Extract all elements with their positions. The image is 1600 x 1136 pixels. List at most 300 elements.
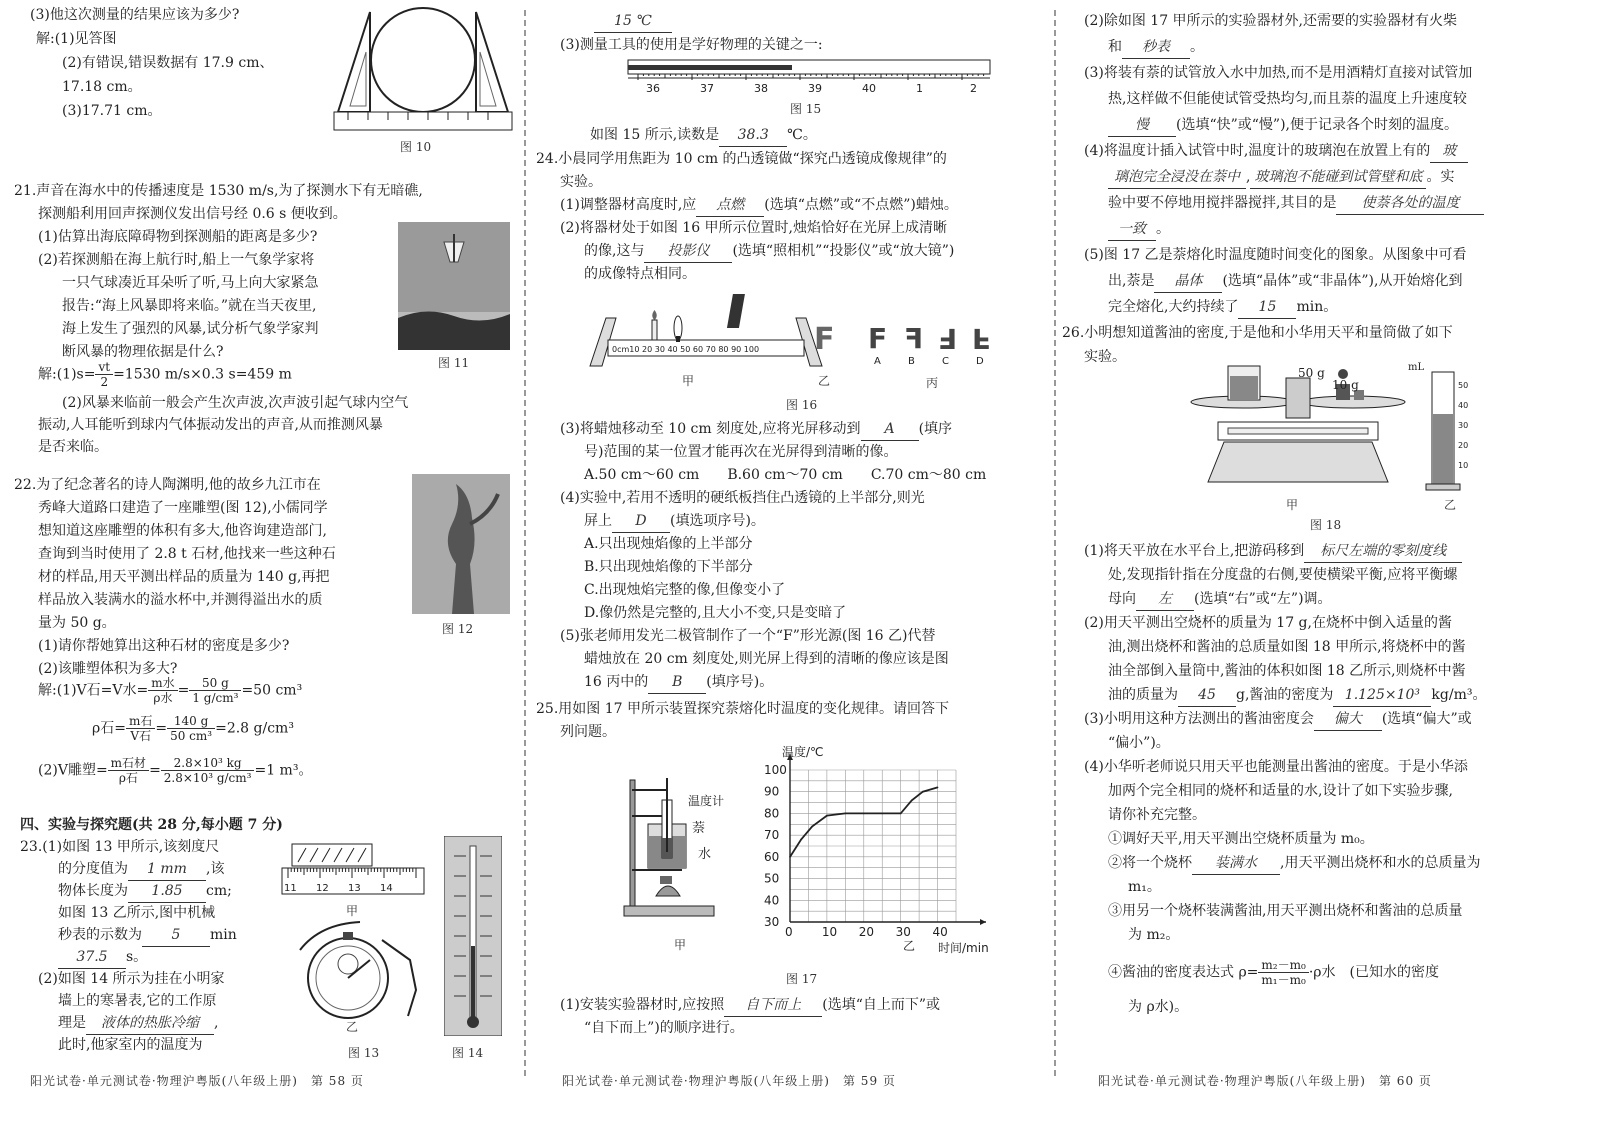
q23-answer-room-temp: 15 ℃ <box>594 10 672 33</box>
q24-line-10: (4)实验中,若用不透明的硬纸板挡住凸透镜的上半部分,则光 <box>560 490 925 506</box>
q26-step-3: ③用另一个烧杯装满酱油,用天平测出烧杯和酱油的总质量 <box>1108 903 1463 919</box>
thermometer-tick-label: 1 <box>916 82 923 95</box>
thermometer-tick-label: 38 <box>754 82 768 95</box>
q22-s1-prefix: 解:(1)V石=V水= <box>38 682 149 699</box>
q25-l13-tail: 。 <box>1156 221 1170 237</box>
q23-l5-tail: min <box>210 927 237 943</box>
q24-l3-text: (1)调整器材高度时,应 <box>560 197 697 213</box>
q23-l2-tail: ,该 <box>206 861 225 877</box>
page-58-footer: 阳光试卷·单元测试卷·物理沪粤版(八年级上册) 第 58 页 <box>30 1074 364 1088</box>
q23-line-6 <box>58 946 147 969</box>
q23-l5-text: 秒表的示数为 <box>58 927 142 943</box>
chart-x-axis-title: 时间/min <box>938 941 989 954</box>
chart-data-point <box>937 787 939 789</box>
q26-l5-tail: (选填“右”或“左”)调。 <box>1194 591 1332 607</box>
figure-10-ball-ruler <box>328 2 518 134</box>
q22-line-8: (1)请你帮她算出这种石材的密度是多少? <box>38 638 290 654</box>
q22-s1-frac1-den: ρ水 <box>153 691 173 705</box>
q22-s1-frac1-num: m水 <box>148 676 177 691</box>
figure-12-caption: 图 12 <box>442 622 474 636</box>
q26-l5-text: 母向 <box>1108 591 1136 607</box>
q21-solution-1 <box>38 360 292 389</box>
q24-line-12: (5)张老师用发光二极管制作了一个“F”形光源(图 16 乙)代替 <box>560 628 936 644</box>
q22-solution-2: ρ石= $\frac{\text{m石}}{\text{V石}}$ = $\frac{140 g}{\text{50 cm³}}$ =2.8 g/cm³ <box>92 714 294 743</box>
figure-17-caption: 图 17 <box>786 972 818 986</box>
figure-17a-label: 甲 <box>674 938 687 952</box>
q22-s3-frac2 <box>161 756 255 785</box>
q22-s1-result: =50 cm³ <box>241 682 303 699</box>
q24-l3-tail: (选填“点燃”或“不点燃”)蜡烛。 <box>764 197 958 213</box>
q25-line-5: (2)除如图 17 甲所示的实验器材外,还需要的实验器材有火柴 <box>1084 13 1457 29</box>
q22-s2-frac1-den: V石 <box>130 729 151 743</box>
q24-line-14 <box>584 671 773 694</box>
image-b-letter: B <box>908 356 915 367</box>
q24-l14-text: 16 丙中的 <box>584 674 649 690</box>
q25-l16-text: 完全熔化,大约持续了 <box>1108 299 1239 315</box>
q24-l5-text: 的像,这与 <box>584 243 645 259</box>
q25-line-6 <box>1108 36 1204 59</box>
q26-expr-numerator: m₂－m₀ <box>1258 958 1308 973</box>
q24-line-9: A.50 cm～60 cm B.60 cm～70 cm C.70 cm～80 cm <box>584 467 987 483</box>
q22-s3-frac2-den: 2.8×10³ g/cm³ <box>163 771 252 785</box>
chart-y-tick-label: 70 <box>764 828 780 843</box>
q26-l10-text: (3)小明用这种方法测出的酱油密度会 <box>1084 711 1314 727</box>
q20-answer-3: (3)17.71 cm。 <box>62 103 162 119</box>
figure-11-caption: 图 11 <box>438 356 470 370</box>
q25-line-7: (3)将装有萘的试管放入水中加热,而不是用酒精灯直接对试管加 <box>1084 65 1473 81</box>
q25-l3-text: (1)安装实验器材时,应按照 <box>560 997 725 1013</box>
chart-data-point <box>845 813 847 815</box>
q21-sol1-prefix: 解:(1)s= <box>38 366 96 383</box>
q25-line-14: (5)图 17 乙是萘熔化时温度随时间变化的图象。从图象中可看 <box>1084 247 1467 263</box>
q25-answer-stir-b: 一致 <box>1108 218 1156 241</box>
q25-line-13 <box>1108 218 1170 241</box>
q26-line-12: (4)小华听老师说只用天平也能测量出酱油的密度。于是小华添 <box>1084 759 1468 775</box>
page-59-footer: 阳光试卷·单元测试卷·物理沪粤版(八年级上册) 第 59 页 <box>562 1074 896 1088</box>
page-60 <box>1062 0 1600 1136</box>
q25-l6-text: 和 <box>1108 39 1122 55</box>
cylinder-tick-label: 20 <box>1458 441 1469 450</box>
q24-option-b: B.只出现烛焰像的下半部分 <box>584 559 753 575</box>
q24-line-2: 实验。 <box>560 174 602 190</box>
q22-line-4: 查询到当时使用了 2.8 t 石材,他找来一些这种石 <box>38 546 336 562</box>
q26-s4-text: ④酱油的密度表达式 ρ= <box>1108 964 1259 981</box>
q26-line-10 <box>1084 708 1472 731</box>
q21-line-1: 21.声音在海水中的传播速度是 1530 m/s,为了探测水下有无暗礁, <box>14 183 423 199</box>
q26-l9-tail: kg/m³。 <box>1431 687 1487 703</box>
q20-answer-2b: 17.18 cm。 <box>62 79 142 95</box>
chart-data-point <box>922 791 924 793</box>
cylinder-tick-label: 50 <box>1458 381 1469 390</box>
q21-line-4: (2)若探测船在海上航行时,船上一气象学家将 <box>38 252 315 268</box>
thermometer-tick-label: 2 <box>970 82 977 95</box>
chart-x-arrow-icon <box>980 919 986 925</box>
section-4-heading: 四、实验与探究题(共 28 分,每小题 7 分) <box>20 817 283 833</box>
chart-x-tick-label: 10 <box>821 925 838 939</box>
figure-16c-images <box>868 322 992 356</box>
q25-l16-tail: min。 <box>1296 299 1338 315</box>
q26-line-3 <box>1084 540 1462 563</box>
q24-line-13: 蜡烛放在 20 cm 刻度处,则光屏上得到的清晰的像应该是图 <box>584 651 949 667</box>
q26-line-13: 加两个完全相同的烧杯和适量的水,设计了如下实验步骤, <box>1108 783 1453 799</box>
thermometer-tick-label: 36 <box>646 82 660 95</box>
chart-x-tick-label: 0 <box>785 925 793 939</box>
q25-answer-stir-a: 使萘各处的温度 <box>1336 192 1484 215</box>
q26-answer-bias: 偏大 <box>1314 708 1382 731</box>
chart-y-tick-label: 80 <box>764 806 780 821</box>
image-c-icon: F <box>938 322 958 355</box>
q21-line-2: 探测船利用回声探测仪发出信号经 0.6 s 便收到。 <box>38 206 347 222</box>
q20-part3: (3)他这次测量的结果应该为多少? <box>30 7 240 23</box>
q23-line-8: 墙上的寒暑表,它的工作原 <box>58 993 217 1009</box>
q25-l15-tail: (选填“晶体”或“非晶体”),从开始熔化到 <box>1222 273 1463 289</box>
q25-answer-bulb-2: 玻璃泡不能碰到试管壁和底 <box>1250 166 1426 189</box>
q25-l11-comma: , <box>1246 169 1251 185</box>
q23-line-9 <box>58 1012 218 1035</box>
q26-l9-mid: g,酱油的密度为 <box>1236 687 1334 703</box>
q22-s2-result: =2.8 g/cm³ <box>215 720 294 737</box>
q24-line-7 <box>560 418 952 441</box>
q22-line-2: 秀峰大道路口建造了一座雕塑(图 12),小儒同学 <box>38 500 328 516</box>
figure-11-ship-photo <box>398 222 510 350</box>
q26-line-4: 处,发现指针指在分度盘的右侧,要使横梁平衡,应将平衡螺 <box>1108 567 1458 583</box>
chart-data-point <box>800 839 802 841</box>
q25-line-8: 热,这样做不但能使试管受热均匀,而且萘的温度上升速度较 <box>1108 91 1467 107</box>
q26-step-4-tail: 为 ρ水)。 <box>1128 999 1189 1015</box>
f-shape-light-source-icon: F <box>814 322 835 357</box>
q21-line-8: 断风暴的物理依据是什么? <box>62 344 224 360</box>
chart-x-tick-label: 20 <box>858 925 875 939</box>
page-58 <box>0 0 520 1136</box>
q26-step-2 <box>1108 852 1480 875</box>
figure-18b-measuring-cylinder <box>1422 364 1472 494</box>
chart-x-tick-label: 40 <box>932 925 948 939</box>
figure-13-caption: 图 13 <box>348 1046 380 1060</box>
q25-line-9 <box>1108 114 1458 137</box>
figure-17b-label: 乙 <box>903 939 916 953</box>
q22-s3-prefix: (2)V雕塑= <box>38 762 108 779</box>
chart-data-point <box>881 813 883 815</box>
q24-answer-light: 点燃 <box>696 194 764 217</box>
q24-l11-tail: (填选项序号)。 <box>670 513 765 529</box>
q25-answer-bulb-1a: 玻 <box>1430 140 1468 163</box>
weight-10g-label: 10 g <box>1332 378 1359 392</box>
figure-10-caption: 图 10 <box>400 140 432 154</box>
q21-solution-2b: 振动,人耳能听到球内气体振动发出的声音,从而推测风暴 <box>38 417 383 433</box>
q23-answer-seconds: 37.5 <box>58 946 126 969</box>
q26-s4-tail: (已知水的密度 <box>1349 964 1439 981</box>
chart-data-point <box>811 826 813 828</box>
q24-answer-range: A <box>861 418 919 441</box>
q22-s3-frac1-den: ρ石 <box>118 771 138 785</box>
q22-s3-result: =1 m³。 <box>254 762 313 779</box>
q24-line-1: 24.小晨同学用焦距为 10 cm 的凸透镜做“探究凸透镜成像规律”的 <box>536 151 947 167</box>
q21-line-3: (1)估算出海底障碍物到探测船的距离是多少? <box>38 229 318 245</box>
q26-answer-mass: 45 <box>1178 684 1236 707</box>
q26-line-11: “偏小”)。 <box>1108 735 1170 751</box>
q22-s1-frac1 <box>148 676 177 705</box>
chart-y-tick-label: 60 <box>764 849 780 864</box>
q26-step-4 <box>1108 958 1439 987</box>
q22-s2-frac1-num: m石 <box>126 714 155 729</box>
chart-y-tick-label: 100 <box>764 763 787 777</box>
figure-13b-label: 乙 <box>346 1020 359 1034</box>
q25-answer-bulb-1b: 璃泡完全浸没在萘中 <box>1108 166 1246 189</box>
chart-data-point <box>911 800 913 802</box>
q26-line-7: 油,测出烧杯和酱油的总质量如图 18 甲所示,将烧杯中的酱 <box>1108 639 1466 655</box>
q26-step-3-tail: 为 m₂。 <box>1128 927 1180 943</box>
q22-s2-frac2 <box>167 714 215 743</box>
chart-y-tick-label: 40 <box>764 893 780 908</box>
q22-line-3: 想知道这座雕塑的体积有多大,他咨询建造部门, <box>38 523 327 539</box>
figure-16a-optical-bench <box>588 288 824 368</box>
q23-answer-reading: 38.3 <box>719 124 787 147</box>
q23-l9-text: 理是 <box>58 1015 86 1031</box>
q26-s2-text: ②将一个烧杯 <box>1108 855 1192 871</box>
q24-l5-tail: (选填“照相机”“投影仪”或“放大镜”) <box>732 243 955 259</box>
q21-sol1-numerator: vt <box>95 360 113 375</box>
image-b-icon: F <box>904 322 924 355</box>
q21-sol1-denominator: 2 <box>100 375 109 389</box>
figure-14-thermometer-chart <box>444 836 502 1036</box>
image-a-icon: F <box>868 322 888 355</box>
q26-line-9 <box>1108 684 1486 707</box>
q21-sol1-result: =1530 m/s×0.3 s=459 m <box>113 366 292 383</box>
ruler-tick-label: 13 <box>348 883 361 894</box>
q20-answer-1: 解:(1)见答图 <box>36 31 117 47</box>
page-divider-2 <box>1054 10 1056 1076</box>
q25-line-10 <box>1084 140 1468 163</box>
q22-solution-1: 解:(1)V石=V水= $\frac{\text{m水}}{\text{ρ水}}$ = $\frac{50 g}{\text{1 g/cm³}}$ =50 cm³ <box>38 676 303 705</box>
q22-s1-frac2-den: 1 g/cm³ <box>192 691 239 705</box>
q25-l3-tail: (选填“自上而下”或 <box>822 997 941 1013</box>
q22-s2-frac1 <box>126 714 155 743</box>
q22-line-1: 22.为了纪念著名的诗人陶渊明,他的故乡九江市在 <box>14 477 321 493</box>
q26-line-1: 26.小明想知道酱油的密度,于是他和小华用天平和量筒做了如下 <box>1062 325 1453 341</box>
figure-15-caption: 图 15 <box>790 102 822 116</box>
q20-answer-2: (2)有错误,错误数据有 17.9 cm、 <box>62 55 274 71</box>
page-59 <box>532 0 1048 1136</box>
q26-answer-fill-water: 装满水 <box>1192 852 1280 875</box>
cylinder-unit-label: mL <box>1408 362 1425 373</box>
q22-s3-frac2-num: 2.8×10³ kg <box>161 756 255 771</box>
q26-answer-density: 1.125×10³ <box>1333 684 1431 707</box>
q23-answer-length: 1.85 <box>128 880 206 903</box>
image-d-letter: D <box>976 356 984 367</box>
q23-l12-text: 如图 15 所示,读数是 <box>590 127 720 143</box>
q26-line-8: 油全部倒入量筒中,酱油的体积如图 18 乙所示,则烧杯中酱 <box>1108 663 1466 679</box>
page-divider-1 <box>524 10 526 1076</box>
q26-answer-zero-mark: 标尺左端的零刻度线 <box>1304 540 1462 563</box>
q23-l3-text: 物体长度为 <box>58 883 128 899</box>
q22-s2-frac2-num: 140 g <box>167 714 215 729</box>
q25-answer-order: 自下而上 <box>724 994 822 1017</box>
q25-line-4: “自下而上”)的顺序进行。 <box>584 1020 744 1036</box>
q24-l14-tail: (填序号)。 <box>706 674 774 690</box>
chart-data-point <box>826 815 828 817</box>
q21-solution-2a: (2)风暴来临前一般会产生次声波,次声波引起气球内空气 <box>62 395 409 411</box>
thermometer-tick-label: 40 <box>862 82 876 95</box>
q24-line-6: 的成像特点相同。 <box>584 266 696 282</box>
figure-16b-label: 乙 <box>818 374 831 388</box>
image-a-letter: A <box>874 356 881 367</box>
q23-line-5 <box>58 924 237 947</box>
chart-data-point <box>900 813 902 815</box>
q26-expr-rho: ·ρ水 <box>1308 964 1336 981</box>
q26-line-2: 实验。 <box>1084 349 1126 365</box>
q26-l3-text: (1)将天平放在水平台上,把游码移到 <box>1084 543 1305 559</box>
q25-line-3 <box>560 994 940 1017</box>
q26-s2-tail: ,用天平测出烧杯和水的总质量为 <box>1280 855 1481 871</box>
q22-s3-frac1 <box>108 756 149 785</box>
q24-line-8: 号)范围的某一位置才能再次在光屏得到清晰的像。 <box>584 444 898 460</box>
q26-line-5 <box>1108 588 1332 611</box>
q24-option-c: C.出现烛焰完整的像,但像变小了 <box>584 582 786 598</box>
figure-16a-label: 甲 <box>682 374 695 388</box>
cylinder-tick-label: 10 <box>1458 461 1469 470</box>
q23-line-10: 此时,他家室内的温度为 <box>58 1037 203 1053</box>
q23-line-1: 23.(1)如图 13 甲所示,该刻度尺 <box>20 839 220 855</box>
image-d-icon: F <box>972 322 992 355</box>
q23-temperature-answer <box>594 10 672 33</box>
q26-answer-density-expression <box>1258 958 1308 987</box>
q23-answer-division: 1 mm <box>128 858 206 881</box>
q25-answer-duration: 15 <box>1238 296 1296 319</box>
q25-l15-text: 出,萘是 <box>1108 273 1155 289</box>
q23-line-12 <box>590 124 817 147</box>
figure-14-caption: 图 14 <box>452 1046 484 1060</box>
q24-l7-text: (3)将蜡烛移动至 10 cm 刻度处,应将光屏移动到 <box>560 421 861 437</box>
page-60-footer: 阳光试卷·单元测试卷·物理沪粤版(八年级上册) 第 60 页 <box>1098 1074 1432 1088</box>
q26-l10-tail: (选填“偏大”或 <box>1381 711 1472 727</box>
q25-answer-speed: 慢 <box>1108 114 1176 137</box>
chart-y-tick-label: 30 <box>764 915 780 929</box>
q24-line-3 <box>560 194 958 217</box>
thermometer-tick-label: 37 <box>700 82 714 95</box>
q22-solution-3: (2)V雕塑= $\frac{\text{m石材}}{\text{ρ石}}$ = $\frac{\text{2.8×10³ kg}}{\text{2.8×10³ g/cm³}}$ =1 m³。 <box>38 756 313 785</box>
chart-y-tick-label: 90 <box>764 784 780 799</box>
q23-l9-tail: , <box>214 1015 219 1031</box>
figure-13b-stopwatch <box>290 920 430 1022</box>
thermometer-tick-label: 39 <box>808 82 822 95</box>
q23-l6-tail: s。 <box>126 949 148 965</box>
q24-line-11 <box>584 510 765 533</box>
q24-answer-device: 投影仪 <box>644 240 732 263</box>
figure-12-statue-photo <box>412 474 510 614</box>
q21-line-7: 海上发生了强烈的风暴,试分析气象学家判 <box>62 321 319 337</box>
q25-answer-crystal: 晶体 <box>1154 270 1222 293</box>
q25-line-1: 25.用如图 17 甲所示装置探究萘熔化时温度的变化规律。请回答下 <box>536 701 949 717</box>
ruler-tick-label: 14 <box>380 883 393 894</box>
q25-l11-tail: 。实 <box>1426 169 1455 185</box>
q25-answer-stopwatch: 秒表 <box>1122 36 1190 59</box>
q23-l3-tail: cm; <box>206 883 232 899</box>
q23-l2-text: 的分度值为 <box>58 861 128 877</box>
q22-s2-frac2-den: 50 cm³ <box>170 729 213 743</box>
q23-l12-tail: ℃。 <box>787 127 817 143</box>
chart-data-point <box>789 856 791 858</box>
q25-l10-text: (4)将温度计插入试管中时,温度计的玻璃泡在放置上有的 <box>1084 143 1431 159</box>
label-water: 水 <box>698 847 712 862</box>
q26-answer-direction: 左 <box>1136 588 1194 611</box>
figure-15-thermometer <box>626 58 994 98</box>
q26-step-1: ①调好天平,用天平测出空烧杯质量为 m₀。 <box>1108 831 1374 847</box>
q25-l12-text: 验中要不停地用搅拌器搅拌,其目的是 <box>1108 195 1337 211</box>
q24-l7-tail: (填序 <box>918 421 953 437</box>
q23-line-7: (2)如图 14 所示为挂在小明家 <box>38 971 225 987</box>
figure-18b-label: 乙 <box>1444 498 1457 512</box>
chart-y-axis-title: 温度/℃ <box>782 745 824 759</box>
q22-line-6: 样品放入装满水的溢水杯中,并测得溢出水的质 <box>38 592 323 608</box>
q22-s1-frac2 <box>189 676 241 705</box>
figure-13a-label: 甲 <box>346 904 359 918</box>
q23-answer-minutes: 5 <box>142 924 210 947</box>
image-c-letter: C <box>942 356 949 367</box>
q25-l9-tail: (选填“快”或“慢”),便于记录各个时刻的温度。 <box>1176 117 1459 133</box>
q26-l9-text: 油的质量为 <box>1108 687 1178 703</box>
q22-s3-frac1-num: m石材 <box>108 756 149 771</box>
weight-50g-label: 50 g <box>1298 366 1325 380</box>
q21-line-6: 报告:“海上风暴即将来临。”就在当天夜里, <box>62 298 317 314</box>
q25-line-2: 列问题。 <box>560 724 616 740</box>
cylinder-tick-label: 30 <box>1458 421 1469 430</box>
q24-answer-screen: D <box>612 510 670 533</box>
q23-line-3 <box>58 880 232 903</box>
figure-17b-temperature-chart <box>744 744 1004 954</box>
q26-step-2-tail: m₁。 <box>1128 879 1161 895</box>
label-thermometer: 温度计 <box>688 794 725 808</box>
q25-line-15 <box>1108 270 1462 293</box>
ruler-tick-label: 11 <box>284 883 297 894</box>
q25-line-16 <box>1108 296 1337 319</box>
q24-option-a: A.只出现烛焰像的上半部分 <box>584 536 753 552</box>
figure-16-caption: 图 16 <box>786 398 818 412</box>
q24-option-d: D.像仍然是完整的,且大小不变,只是变暗了 <box>584 605 847 621</box>
q22-line-7: 量为 50 g。 <box>38 615 116 631</box>
q23-answer-principle: 液体的热胀冷缩 <box>86 1012 214 1035</box>
label-naphthalene: 萘 <box>692 821 706 836</box>
q21-line-5: 一只气球凑近耳朵听了听,马上向大家紧急 <box>62 275 319 291</box>
q26-line-14: 请你补充完整。 <box>1108 807 1206 823</box>
figure-18-caption: 图 18 <box>1310 518 1342 532</box>
q23-line-4: 如图 13 乙所示,图中机械 <box>58 905 216 921</box>
q26-expr-denominator: m₁－m₀ <box>1261 973 1306 987</box>
bench-scale-label: 0cm10 20 30 40 50 60 70 80 90 100 <box>612 345 760 354</box>
q22-s2-prefix: ρ石= <box>92 720 126 737</box>
ruler-tick-label: 12 <box>316 883 329 894</box>
q24-line-5 <box>584 240 954 263</box>
figure-18a-label: 甲 <box>1286 498 1299 512</box>
cylinder-tick-label: 40 <box>1458 401 1469 410</box>
q23-line-11: (3)测量工具的使用是学好物理的关键之一: <box>560 37 823 53</box>
q24-answer-image: B <box>648 671 706 694</box>
chart-x-tick-label: 30 <box>895 925 911 939</box>
q22-s1-frac2-num: 50 g <box>189 676 241 691</box>
q25-line-11 <box>1108 166 1454 189</box>
q25-l6-tail: 。 <box>1190 39 1204 55</box>
chart-data-point <box>863 813 865 815</box>
q22-line-9: (2)该雕塑体积为多大? <box>38 661 178 677</box>
figure-16c-label: 丙 <box>926 376 939 390</box>
q26-line-6: (2)用天平测出空烧杯的质量为 17 g,在烧杯中倒入适量的酱 <box>1084 615 1452 631</box>
q22-line-5: 材的样品,用天平测出样品的质量为 140 g,再把 <box>38 569 330 585</box>
q25-line-12 <box>1108 192 1484 215</box>
q21-solution-2c: 是否来临。 <box>38 439 108 455</box>
chart-y-tick-label: 50 <box>764 871 780 886</box>
q24-line-4: (2)将器材处于如图 16 甲所示位置时,烛焰恰好在光屏上成清晰 <box>560 220 947 236</box>
q23-line-2 <box>58 858 224 881</box>
q21-sol1-fraction <box>95 360 113 389</box>
